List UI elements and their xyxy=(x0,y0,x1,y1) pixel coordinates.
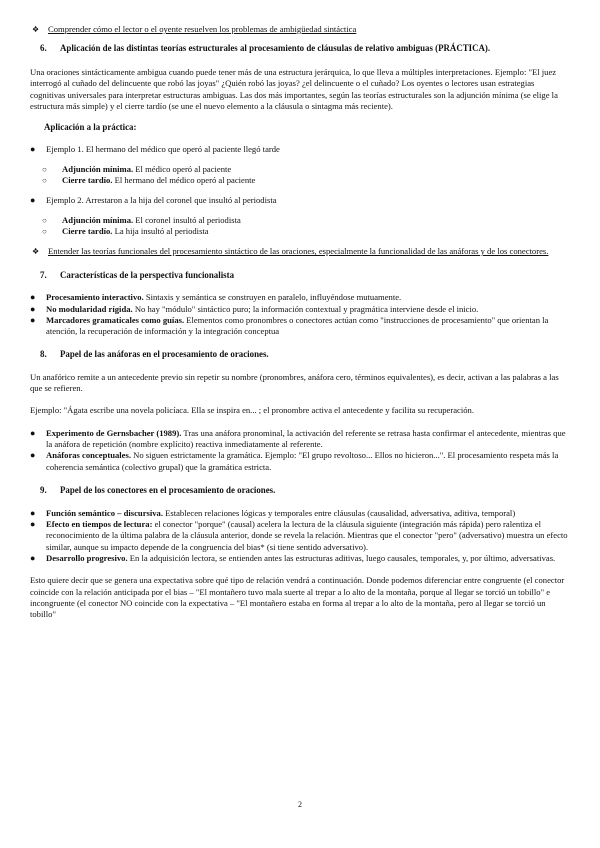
section-number: 8. xyxy=(40,348,47,359)
term-bold: Cierre tardío. xyxy=(62,174,113,185)
bullet-icon: ● xyxy=(30,519,36,529)
term-text: El coronel insultó al periodista xyxy=(133,214,241,225)
objective-item-ambiguity xyxy=(32,24,570,35)
example-text: Ejemplo 2. Arrestaron a la hija del coronel que insultó al periodista xyxy=(46,195,277,206)
section-title: Características de la perspectiva funcionalista xyxy=(60,269,235,280)
paragraph-ambiguity: Una oraciones sintácticamente ambigua cuando puede tener más de una estructura jerárquica, lo que lleva a múltiples interpretaciones. Ejemplo: "El juez interrogó al cuñado del delincuente que robó las joyas" ¿Quién robó las joyas? ¿el delincuente o el cuñado? Los oyentes o lectores usan estrategias cognitivas universales para interpretar estructuras ambiguas. Las dos más importantes, según las teorías estructurales son la adjunción mínima (se elige la estructura más simple) y el cierre tardío (se une el nuevo elemento a la cláusula o sintagma más reciente). xyxy=(30,67,558,112)
list-item xyxy=(30,292,570,303)
circle-bullet-icon: ○ xyxy=(42,164,47,174)
objective-item-functional xyxy=(32,246,570,257)
paragraph-anaphora-example: Ejemplo: "Ágata escribe una novela policíaca. Ella se inspira en... ; el pronombre activa el antecedente y facilita su recuperación. xyxy=(30,405,474,416)
section-7-heading xyxy=(30,270,570,282)
term-bold: Cierre tardío. xyxy=(62,225,113,236)
bullet-icon: ● xyxy=(30,195,36,206)
bullet-icon: ● xyxy=(30,144,36,155)
list-item xyxy=(38,164,570,175)
term-text: Elementos como pronombres o conectores actúan como "instrucciones de procesamiento" que orientan la atención, la recuperación de información y la integración conceptua xyxy=(46,315,549,337)
term-bold: Adjunción mínima. xyxy=(62,214,134,225)
list-item xyxy=(30,304,570,315)
section-6-heading xyxy=(30,43,570,55)
connectors-list xyxy=(30,508,570,565)
subheading-practice: Aplicación a la práctica: xyxy=(44,122,137,133)
section-title: Papel de las anáforas en el procesamiento de oraciones. xyxy=(60,348,269,359)
term-bold: Marcadores gramaticales como guías. xyxy=(46,315,185,326)
example-2-sublist xyxy=(38,215,570,238)
section-title: Aplicación de las distintas teorías estructurales al procesamiento de cláusulas de relativo ambiguas (PRÁCTICA). xyxy=(60,43,491,54)
bullet-icon: ● xyxy=(30,553,36,564)
example-text: Ejemplo 1. El hermano del médico que operó al paciente llegó tarde xyxy=(46,144,280,155)
list-item xyxy=(38,215,570,226)
list-item xyxy=(30,144,570,155)
term-text: El hermano del médico operó al paciente xyxy=(112,174,256,185)
section-title: Papel de los conectores en el procesamiento de oraciones. xyxy=(60,484,276,495)
term-text: El médico operó al paciente xyxy=(133,163,232,174)
list-item xyxy=(30,508,570,519)
section-8-heading xyxy=(30,349,570,361)
paragraph-anaphora: Un anafórico remite a un antecedente previo sin repetir su nombre (pronombres, anáfora cero, términos equivalentes), es decir, activan a las palabras a las que se refieren. xyxy=(30,371,559,393)
term-text: No hay "módulo" sintáctico puro; la información contextual y pragmática interviene desde el inicio. xyxy=(132,303,479,314)
list-item xyxy=(30,428,570,451)
diamond-bullet-icon: ❖ xyxy=(32,247,40,257)
term-text: el conector "porque" (causal) acelera la lectura de la cláusula siguiente (integración más rápida) pero ralentiza el reconocimiento de la última palabra de la cláusula anterior, donde se revela la relación. Mientras que el conector "pero" (adversativo) muestra un efecto similar, aunque su impacto depende de la congruencia del bias* (si tiene sentido adversativo). xyxy=(46,519,568,552)
example-list-1 xyxy=(30,144,570,155)
list-item xyxy=(30,315,570,338)
list-item xyxy=(30,519,570,553)
term-bold: Procesamiento interactivo. xyxy=(46,292,144,303)
term-bold: Desarrollo progresivo. xyxy=(46,553,128,564)
circle-bullet-icon: ○ xyxy=(42,226,47,236)
example-1-sublist xyxy=(38,164,570,187)
list-item xyxy=(38,226,570,237)
section-9-heading xyxy=(30,485,570,497)
objective-text: Comprender cómo el lector o el oyente resuelven los problemas de ambigüedad sintáctica xyxy=(48,24,357,34)
term-bold: Anáforas conceptuales. xyxy=(46,450,131,461)
list-item xyxy=(30,553,570,564)
paragraph-expectation: Esto quiere decir que se genera una expectativa sobre qué tipo de relación vendrá a continuación. Donde podemos diferenciar entre congruente (el conector coincide con la relación anticipada por el bias – "El montañero tuvo mala suerte al trepar a lo alto de la montaña, porque al llegar se torció un tobillo" e incongruente (el conector NO coincide con la expectativa – "El montañero estaba en forma al trepar a lo alto de la montaña, pero al llegar se torció un tobillo" xyxy=(30,575,565,620)
example-list-2 xyxy=(30,195,570,206)
list-item xyxy=(30,450,570,473)
section-number: 6. xyxy=(40,43,47,54)
bullet-icon: ● xyxy=(30,303,36,314)
bullet-icon: ● xyxy=(30,292,36,303)
circle-bullet-icon: ○ xyxy=(42,175,47,185)
diamond-bullet-icon: ❖ xyxy=(32,25,40,34)
bullet-icon: ● xyxy=(30,507,36,518)
anaphora-list xyxy=(30,428,570,473)
term-text: Tras una anáfora pronominal, la activación del referente se retrasa hasta confirmar el antecedente, mientras que la anáfora de repetición (nombre explícito) reactiva inmediatamente al referente. xyxy=(46,427,566,449)
list-item xyxy=(38,175,570,186)
section-number: 7. xyxy=(40,269,47,280)
term-text: En la adquisición lectora, se entienden antes las estructuras aditivas, luego causales, temporales, y, por último, adversativas. xyxy=(127,553,556,564)
bullet-icon: ● xyxy=(30,450,36,461)
term-text: No siguen estrictamente la gramática. Ejemplo: "El grupo revoltoso... Ellos no hicieron...". El procesamiento respeta más la coherencia semántica (colectivo grupal) que la gramática estricta. xyxy=(46,450,559,472)
functionalist-list xyxy=(30,292,570,337)
page-number: 2 xyxy=(298,800,302,809)
circle-bullet-icon: ○ xyxy=(42,215,47,225)
objective-text: Entender las teorías funcionales del procesamiento sintáctico de las oraciones, especialmente la funcionalidad de las anáforas y de los conectores. xyxy=(48,246,549,257)
term-bold: Función semántico – discursiva. xyxy=(46,507,163,518)
term-text: Sintaxis y semántica se construyen en paralelo, influyéndose mutuamente. xyxy=(143,292,402,303)
term-text: Establecen relaciones lógicas y temporales entre cláusulas (causalidad, adversativa, aditiva, temporal) xyxy=(162,507,516,518)
bullet-icon: ● xyxy=(30,427,36,438)
term-bold: Efecto en tiempos de lectura: xyxy=(46,519,153,529)
term-bold: No modularidad rígida. xyxy=(46,303,133,314)
term-bold: Experimento de Gernsbacher (1989). xyxy=(46,427,182,438)
bullet-icon: ● xyxy=(30,315,36,326)
section-number: 9. xyxy=(40,484,47,495)
term-bold: Adjunción mínima. xyxy=(62,163,134,174)
list-item xyxy=(30,195,570,206)
term-text: La hija insultó al periodista xyxy=(112,225,209,236)
